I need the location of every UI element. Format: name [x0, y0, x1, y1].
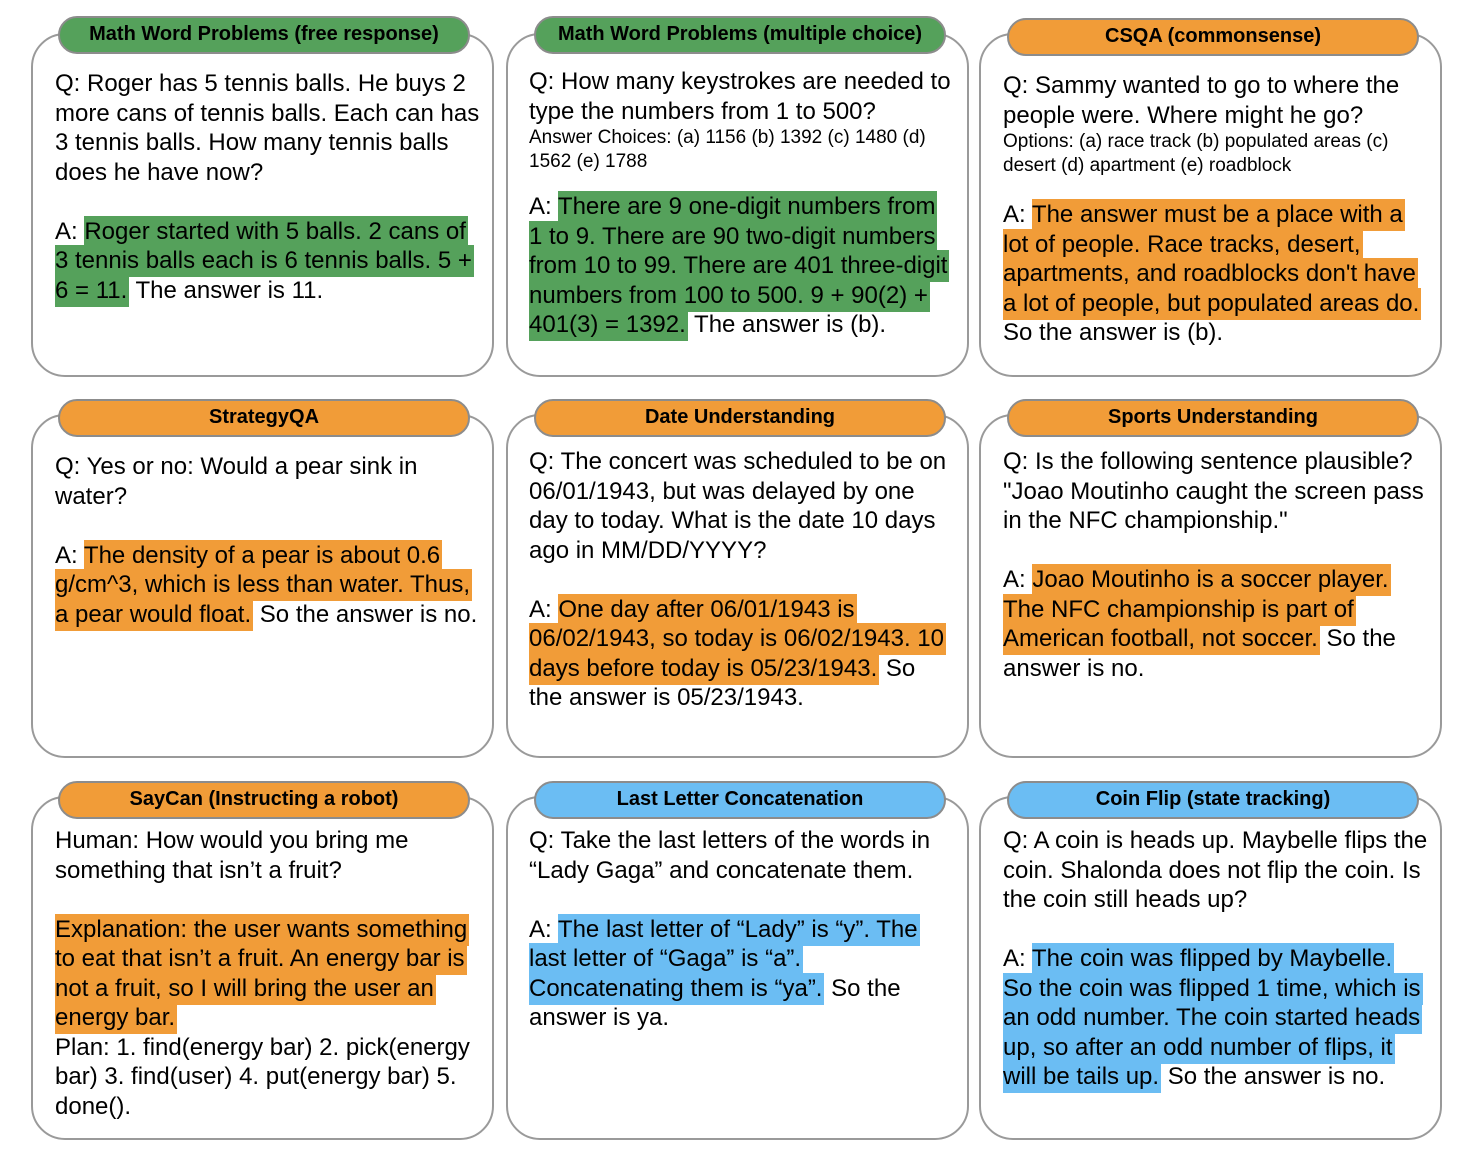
answer-text — [529, 595, 954, 713]
panel-title: Sports Understanding — [1007, 399, 1419, 437]
answer-final: The answer is (b). — [687, 311, 887, 338]
panel-content — [529, 447, 954, 713]
answer-reasoning-highlight: The coin was flipped by Maybelle. So the coin was flipped 1 time, which is an odd number. The coin started heads up, so after an odd number of flips, it will be tails up. — [1003, 943, 1423, 1093]
answer-options: Options: (a) race track (b) populated areas (c) desert (d) apartment (e) roadblock — [1003, 131, 1389, 176]
answer-text — [55, 541, 480, 630]
answer-final: So the answer is 05/23/1943. — [529, 654, 916, 711]
question-text: Q: Is the following sentence plausible? "Joao Moutinho caught the screen pass in the NFC championship." — [1003, 448, 1424, 534]
panel-content — [55, 826, 480, 1121]
question-text: Q: Yes or no: Would a pear sink in water? — [55, 453, 418, 510]
question-text: Q: How many keystrokes are needed to type the numbers from 1 to 500? — [529, 68, 951, 125]
answer-final: So the answer is (b). — [1003, 319, 1224, 346]
answer-prefix: A: — [1003, 566, 1033, 593]
panel-title: Math Word Problems (free response) — [58, 16, 470, 54]
panel-content — [1003, 447, 1433, 683]
answer-prefix: A: — [529, 193, 558, 220]
question-text: Human: How would you bring me something that isn’t a fruit? — [55, 827, 409, 884]
answer-text — [55, 217, 480, 306]
answer-final: The answer is 11. — [129, 276, 324, 304]
panel-content — [55, 69, 480, 305]
answer-text — [1003, 565, 1433, 683]
answer-reasoning-highlight: Roger started with 5 balls. 2 cans of 3 tennis balls each is 6 tennis balls. 5 + 6 = 11. — [55, 216, 474, 307]
panel-title: CSQA (commonsense) — [1007, 18, 1419, 56]
answer-reasoning-highlight: The density of a pear is about 0.6 g/cm^3, which is less than water. Thus, a pear would float. — [55, 540, 472, 631]
answer-prefix: A: — [55, 541, 84, 569]
panel-content — [529, 826, 954, 1033]
answer-prefix: A: — [529, 595, 559, 623]
answer-choices: Answer Choices: (a) 1156 (b) 1392 (c) 1480 (d) 1562 (e) 1788 — [529, 127, 926, 172]
answer-reasoning-highlight: The answer must be a place with a lot of people. Race tracks, desert, apartments, and roadblocks don't have a lot of people, but populated areas do. — [1003, 199, 1421, 320]
panel-content — [529, 67, 954, 340]
panel-title: SayCan (Instructing a robot) — [58, 781, 470, 819]
answer-prefix: A: — [1003, 945, 1032, 972]
panel-title: Math Word Problems (multiple choice) — [534, 16, 946, 54]
question-text: Q: Roger has 5 tennis balls. He buys 2 more cans of tennis balls. Each can has 3 tennis balls. How many tennis balls does he have now? — [55, 70, 480, 186]
panel-content — [1003, 826, 1428, 1092]
answer-final: So the answer is no. — [253, 600, 478, 628]
question-text: Q: The concert was scheduled to be on 06/01/1943, but was delayed by one day to today. What is the date 10 days ago in MM/DD/YYYY? — [529, 448, 947, 564]
answer-reasoning-highlight: There are 9 one-digit numbers from 1 to 9. There are 90 two-digit numbers from 10 to 99. There are 401 three-digit numbers from 100 to 500. 9 + 90(2) + 401(3) = 1392. — [529, 191, 949, 341]
answer-text — [529, 192, 954, 340]
panel-title: Date Understanding — [534, 399, 946, 437]
question-text: Q: A coin is heads up. Maybelle flips the coin. Shalonda does not flip the coin. Is the coin still heads up? — [1003, 827, 1428, 913]
answer-text — [1003, 944, 1428, 1092]
panel-title: Last Letter Concatenation — [534, 781, 946, 819]
plan-text: Plan: 1. find(energy bar) 2. pick(energy bar) 3. find(user) 4. put(energy bar) 5. done(). — [55, 1033, 470, 1120]
answer-text — [529, 915, 954, 1033]
question-text: Q: Sammy wanted to go to where the people were. Where might he go? — [1003, 72, 1400, 129]
answer-final: So the answer is ya. — [529, 974, 901, 1031]
question-text: Q: Take the last letters of the words in “Lady Gaga” and concatenate them. — [529, 827, 931, 884]
answer-reasoning-highlight: The last letter of “Lady” is “y”. The last letter of “Gaga” is “a”. Concatenating them is “ya”. — [529, 914, 920, 1005]
panel-content — [55, 452, 480, 629]
answer-prefix: A: — [55, 217, 85, 245]
panel-content — [1003, 71, 1433, 348]
panel-title: StrategyQA — [58, 399, 470, 437]
answer-prefix: A: — [1003, 201, 1032, 228]
answer-final: So the answer is no. — [1003, 625, 1396, 682]
answer-reasoning-highlight: One day after 06/01/1943 is 06/02/1943, so today is 06/02/1943. 10 days before today is 05/23/1943. — [529, 594, 946, 685]
answer-final: So the answer is no. — [1161, 1063, 1386, 1090]
answer-text — [1003, 200, 1433, 348]
answer-prefix: A: — [529, 915, 558, 943]
explanation-text — [55, 915, 480, 1033]
answer-reasoning-highlight: Joao Moutinho is a soccer player. The NFC championship is part of American football, not soccer. — [1003, 564, 1391, 655]
explanation-highlight: Explanation: the user wants something to eat that isn’t a fruit. An energy bar is not a fruit, so I will bring the user an energy bar. — [55, 914, 469, 1035]
panel-title: Coin Flip (state tracking) — [1007, 781, 1419, 819]
